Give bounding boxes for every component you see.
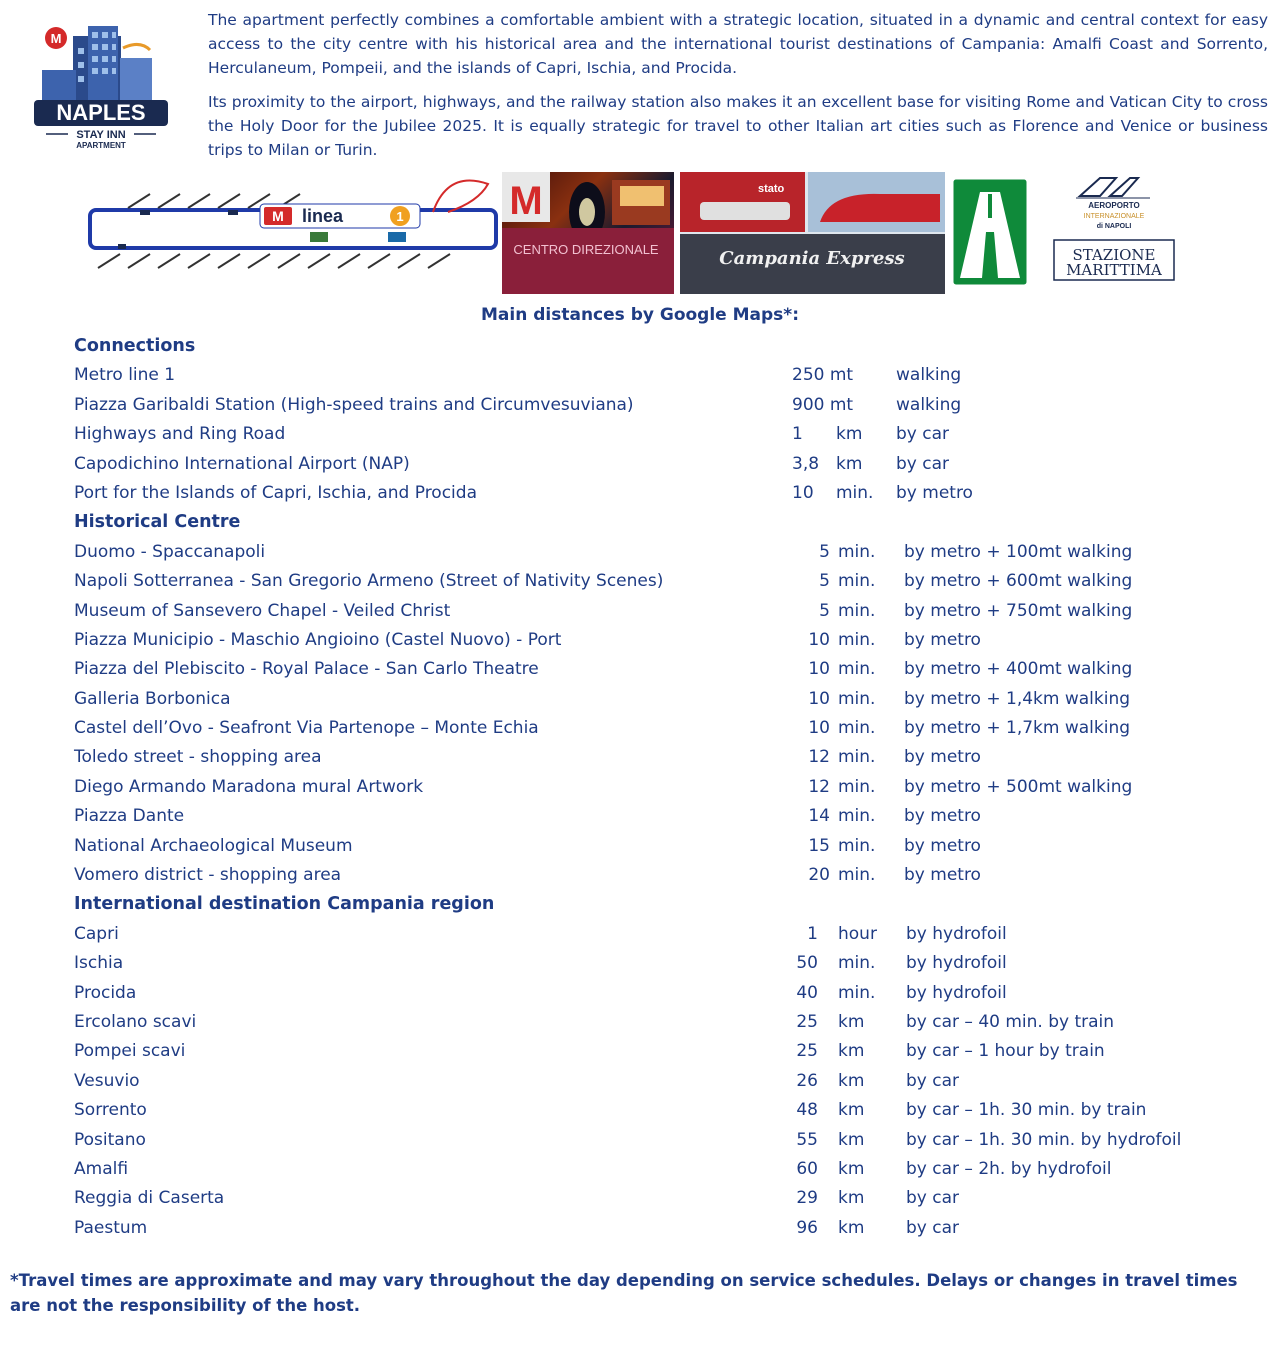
row-place: Capodichino International Airport (NAP) bbox=[74, 453, 410, 474]
row-unit: min. bbox=[838, 865, 876, 886]
row-place: Museum of Sansevero Chapel - Veiled Christ bbox=[74, 600, 451, 621]
row-unit: km bbox=[838, 1129, 865, 1150]
row-unit: km bbox=[838, 1070, 865, 1091]
row-place: Diego Armando Maradona mural Artwork bbox=[74, 776, 424, 797]
row-place: Ischia bbox=[74, 953, 124, 974]
row-place: Vesuvio bbox=[74, 1070, 140, 1091]
row-unit: km bbox=[838, 1217, 865, 1238]
row-unit: min. bbox=[836, 482, 874, 503]
intro-paragraph-1: The apartment perfectly combines a comfortable ambient with a strategic location, situated in a dynamic and central context for easy access to the city centre with his historical area and the international tourist destinations of Campania: Amalfi Coast and Sorrento, Herculaneum, Pompeii, and the islands of Capri, Ischia, and Procida. bbox=[208, 11, 1268, 77]
row-value: 5 bbox=[819, 571, 830, 592]
distances-table bbox=[74, 332, 1254, 1243]
row-place: Castel dell’Ovo - Seafront Via Partenope – Monte Echia bbox=[74, 718, 539, 739]
row-mode: by car – 1h. 30 min. by hydrofoil bbox=[906, 1129, 1182, 1150]
row-place: National Archaeological Museum bbox=[74, 835, 353, 856]
metro-map-number: 1 bbox=[396, 209, 404, 224]
row-value: 900 mt bbox=[792, 394, 854, 415]
row-mode: by metro + 400mt walking bbox=[904, 659, 1133, 680]
logo-sub1: STAY INN bbox=[76, 129, 126, 141]
row-place: Amalfi bbox=[74, 1158, 129, 1179]
row-place: Galleria Borbonica bbox=[74, 688, 231, 709]
table-row bbox=[74, 1126, 1254, 1155]
row-mode: by car bbox=[906, 1217, 960, 1238]
row-unit: min. bbox=[838, 688, 876, 709]
row-mode: walking bbox=[896, 394, 962, 415]
row-unit: min. bbox=[838, 541, 876, 562]
metro-station-photo bbox=[502, 172, 674, 294]
row-mode: walking bbox=[896, 365, 962, 386]
table-row bbox=[74, 1096, 1254, 1125]
logo-metro-badge: M bbox=[50, 31, 62, 46]
metro-map-badge: M bbox=[272, 208, 284, 224]
row-place: Port for the Islands of Capri, Ischia, and Procida bbox=[74, 482, 477, 503]
row-value: 25 bbox=[796, 1041, 818, 1062]
table-row bbox=[74, 567, 1254, 596]
row-value: 96 bbox=[796, 1217, 818, 1238]
metro-photo-badge: M bbox=[509, 179, 543, 223]
naples-stay-inn-logo bbox=[28, 18, 178, 153]
table-row bbox=[74, 1184, 1254, 1213]
table-row bbox=[74, 626, 1254, 655]
table-row bbox=[74, 538, 1254, 567]
row-mode: by car – 40 min. by train bbox=[906, 1011, 1115, 1032]
row-mode: by metro bbox=[904, 629, 981, 650]
intro-text bbox=[208, 8, 1268, 172]
row-value: 25 bbox=[796, 1011, 818, 1032]
table-row bbox=[74, 1037, 1254, 1066]
table-row bbox=[74, 743, 1254, 772]
row-mode: by metro bbox=[904, 835, 981, 856]
row-place: Procida bbox=[74, 982, 137, 1003]
row-mode: by metro + 750mt walking bbox=[904, 600, 1133, 621]
row-value: 48 bbox=[796, 1100, 818, 1121]
airport-and-port-logos bbox=[1040, 172, 1188, 294]
port-line-1: STAZIONE bbox=[1072, 246, 1156, 264]
trains-top-label: stato bbox=[758, 183, 785, 195]
row-place: Ercolano scavi bbox=[74, 1011, 197, 1032]
row-unit: hour bbox=[838, 923, 877, 944]
row-place: Paestum bbox=[74, 1217, 148, 1238]
row-unit: min. bbox=[838, 629, 876, 650]
table-row bbox=[74, 420, 1254, 449]
table-row bbox=[74, 391, 1254, 420]
logo-word: NAPLES bbox=[56, 100, 146, 125]
row-unit: km bbox=[836, 453, 863, 474]
row-unit: min. bbox=[838, 776, 876, 797]
table-row bbox=[74, 949, 1254, 978]
row-mode: by metro + 500mt walking bbox=[904, 776, 1133, 797]
row-place: Pompei scavi bbox=[74, 1041, 186, 1062]
table-row bbox=[74, 920, 1254, 949]
row-mode: by car bbox=[896, 424, 950, 445]
row-value: 60 bbox=[796, 1158, 818, 1179]
intro-paragraph-2: Its proximity to the airport, highways, and the railway station also makes it an excellent base for visiting Rome and Vatican City to cross the Holy Door for the Jubilee 2025. It is equally strategic for travel to other Italian art cities such as Florence and Venice or business trips to Milan or Turin. bbox=[208, 93, 1268, 159]
row-mode: by hydrofoil bbox=[906, 953, 1007, 974]
table-row bbox=[74, 802, 1254, 831]
row-value: 15 bbox=[808, 835, 830, 856]
row-value: 12 bbox=[808, 747, 830, 768]
metro-photo-caption: CENTRO DIREZIONALE bbox=[513, 242, 659, 257]
row-value: 12 bbox=[808, 776, 830, 797]
row-mode: by metro + 1,4km walking bbox=[904, 688, 1131, 709]
row-value: 50 bbox=[796, 953, 818, 974]
row-value: 1 bbox=[807, 923, 818, 944]
row-place: Metro line 1 bbox=[74, 365, 176, 386]
table-row bbox=[74, 832, 1254, 861]
row-mode: by car bbox=[906, 1188, 960, 1209]
row-value: 10 bbox=[792, 482, 814, 503]
trains-label: Campania Express bbox=[719, 248, 905, 269]
table-row bbox=[74, 597, 1254, 626]
row-mode: by metro bbox=[904, 806, 981, 827]
footnote: *Travel times are approximate and may vary throughout the day depending on service schedules. Delays or changes in travel times are not the responsibility of the host. bbox=[10, 1271, 1238, 1315]
row-unit: km bbox=[836, 424, 863, 445]
row-mode: by metro + 1,7km walking bbox=[904, 718, 1131, 739]
section-heading-connections: Connections bbox=[74, 336, 196, 356]
row-value: 1 bbox=[792, 424, 803, 445]
row-mode: by car bbox=[896, 453, 950, 474]
trains-collage bbox=[680, 172, 945, 294]
row-mode: by car – 1h. 30 min. by train bbox=[906, 1100, 1147, 1121]
row-mode: by metro + 100mt walking bbox=[904, 541, 1133, 562]
row-place: Piazza Dante bbox=[74, 806, 185, 827]
table-row bbox=[74, 1214, 1254, 1243]
row-unit: min. bbox=[838, 982, 876, 1003]
row-mode: by metro bbox=[896, 482, 973, 503]
row-value: 250 mt bbox=[792, 365, 854, 386]
row-unit: km bbox=[838, 1188, 865, 1209]
row-unit: min. bbox=[838, 718, 876, 739]
row-place: Piazza del Plebiscito - Royal Palace - San Carlo Theatre bbox=[74, 659, 539, 680]
row-value: 10 bbox=[808, 688, 830, 709]
row-value: 55 bbox=[796, 1129, 818, 1150]
metro-line-map bbox=[88, 172, 500, 294]
row-mode: by metro bbox=[904, 747, 981, 768]
table-row bbox=[74, 685, 1254, 714]
table-row bbox=[74, 1155, 1254, 1184]
row-unit: min. bbox=[838, 806, 876, 827]
row-place: Reggia di Caserta bbox=[74, 1188, 225, 1209]
distances-title: Main distances by Google Maps*: bbox=[481, 305, 799, 325]
row-unit: km bbox=[838, 1158, 865, 1179]
row-value: 29 bbox=[796, 1188, 818, 1209]
row-unit: km bbox=[838, 1011, 865, 1032]
row-mode: by car – 1 hour by train bbox=[906, 1041, 1105, 1062]
table-row bbox=[74, 861, 1254, 890]
row-unit: min. bbox=[838, 835, 876, 856]
row-unit: min. bbox=[838, 659, 876, 680]
logo-sub2: APARTMENT bbox=[76, 141, 126, 150]
row-mode: by hydrofoil bbox=[906, 923, 1007, 944]
row-value: 3,8 bbox=[792, 453, 820, 474]
row-place: Piazza Municipio - Maschio Angioino (Castel Nuovo) - Port bbox=[74, 629, 562, 650]
row-value: 5 bbox=[819, 541, 830, 562]
table-row bbox=[74, 979, 1254, 1008]
row-mode: by car bbox=[906, 1070, 960, 1091]
row-mode: by car – 2h. by hydrofoil bbox=[906, 1158, 1112, 1179]
row-mode: by metro bbox=[904, 865, 981, 886]
table-row bbox=[74, 361, 1254, 390]
highway-sign-icon bbox=[950, 172, 1030, 294]
table-row bbox=[74, 1067, 1254, 1096]
section-heading-historical-centre: Historical Centre bbox=[74, 512, 241, 533]
row-mode: by metro + 600mt walking bbox=[904, 571, 1133, 592]
table-row bbox=[74, 714, 1254, 743]
table-row bbox=[74, 655, 1254, 684]
airport-line-1: AEROPORTO bbox=[1088, 201, 1140, 210]
row-place: Capri bbox=[74, 923, 119, 944]
row-mode: by hydrofoil bbox=[906, 982, 1007, 1003]
row-unit: min. bbox=[838, 571, 876, 592]
row-unit: min. bbox=[838, 747, 876, 768]
row-place: Duomo - Spaccanapoli bbox=[74, 541, 266, 562]
row-unit: km bbox=[838, 1100, 865, 1121]
row-value: 10 bbox=[808, 659, 830, 680]
row-value: 10 bbox=[808, 629, 830, 650]
airport-line-3: di NAPOLI bbox=[1096, 223, 1132, 230]
table-row bbox=[74, 773, 1254, 802]
table-row bbox=[74, 479, 1254, 508]
row-place: Positano bbox=[74, 1129, 146, 1150]
metro-map-label: linea bbox=[302, 206, 344, 226]
row-place: Sorrento bbox=[74, 1100, 147, 1121]
row-place: Highways and Ring Road bbox=[74, 424, 286, 445]
row-place: Piazza Garibaldi Station (High-speed trains and Circumvesuviana) bbox=[74, 394, 634, 415]
row-place: Vomero district - shopping area bbox=[74, 865, 342, 886]
row-unit: km bbox=[838, 1041, 865, 1062]
row-value: 20 bbox=[808, 865, 830, 886]
row-value: 5 bbox=[819, 600, 830, 621]
row-value: 14 bbox=[808, 806, 830, 827]
row-value: 26 bbox=[796, 1070, 818, 1091]
port-line-2: MARITTIMA bbox=[1066, 261, 1162, 279]
row-value: 10 bbox=[808, 718, 830, 739]
row-value: 40 bbox=[796, 982, 818, 1003]
section-heading-campania: International destination Campania region bbox=[74, 894, 495, 915]
row-unit: min. bbox=[838, 953, 876, 974]
airport-line-2: INTERNAZIONALE bbox=[1083, 213, 1145, 220]
row-unit: min. bbox=[838, 600, 876, 621]
row-place: Toledo street - shopping area bbox=[74, 747, 322, 768]
row-place: Napoli Sotterranea - San Gregorio Armeno (Street of Nativity Scenes) bbox=[74, 571, 664, 592]
table-row bbox=[74, 450, 1254, 479]
table-row bbox=[74, 1008, 1254, 1037]
